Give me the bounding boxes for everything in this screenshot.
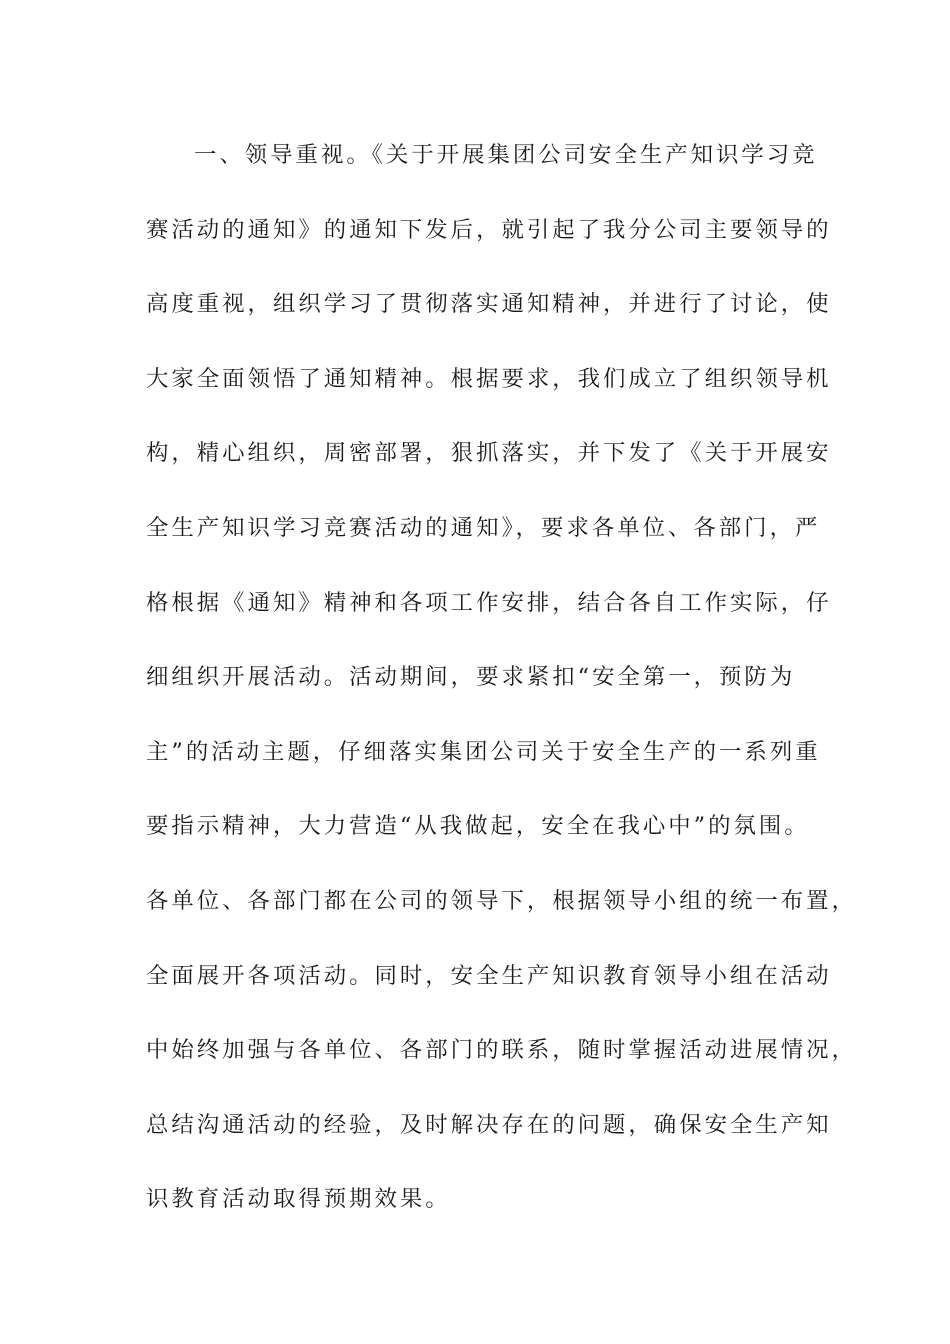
paragraph-line: 总结沟通活动的经验，及时解决存在的问题，确保安全生产知 [146,1111,832,1138]
paragraph-line: 全生产知识学习竞赛活动的通知》，要求各单位、各部门，严 [146,514,821,541]
paragraph-line: 一、领导重视。《关于开展集团公司安全生产知识学习竞 [194,142,818,168]
body-paragraph [146,128,857,1247]
paragraph-line: 要指示精神，大力营造“从我做起，安全在我心中”的氛围。 [146,813,810,840]
paragraph-line: 细组织开展活动。活动期间，要求紧扣“安全第一，预防为 [146,664,796,691]
paragraph-line: 识教育活动取得预期效果。 [146,1186,451,1213]
paragraph-line: 赛活动的通知》的通知下发后，就引起了我分公司主要领导的 [146,216,832,243]
paragraph-line: 高度重视，组织学习了贯彻落实通知精神，并进行了讨论，使 [146,291,832,318]
paragraph-line: 各单位、各部门都在公司的领导下，根据领导小组的统一布置， [146,887,857,914]
paragraph-line: 中始终加强与各单位、各部门的联系，随时掌握活动进展情况， [146,1037,857,1064]
paragraph-line: 格根据《通知》精神和各项工作安排，结合各自工作实际，仔 [146,589,832,616]
paragraph-line: 全面展开各项活动。同时，安全生产知识教育领导小组在活动 [146,962,832,989]
paragraph-line: 主”的活动主题，仔细落实集团公司关于安全生产的一系列重 [146,738,821,765]
paragraph-line: 构，精心组织，周密部署，狠抓落实，并下发了《关于开展安 [146,440,832,467]
paragraph-line: 大家全面领悟了通知精神。根据要求，我们成立了组织领导机 [146,365,832,392]
